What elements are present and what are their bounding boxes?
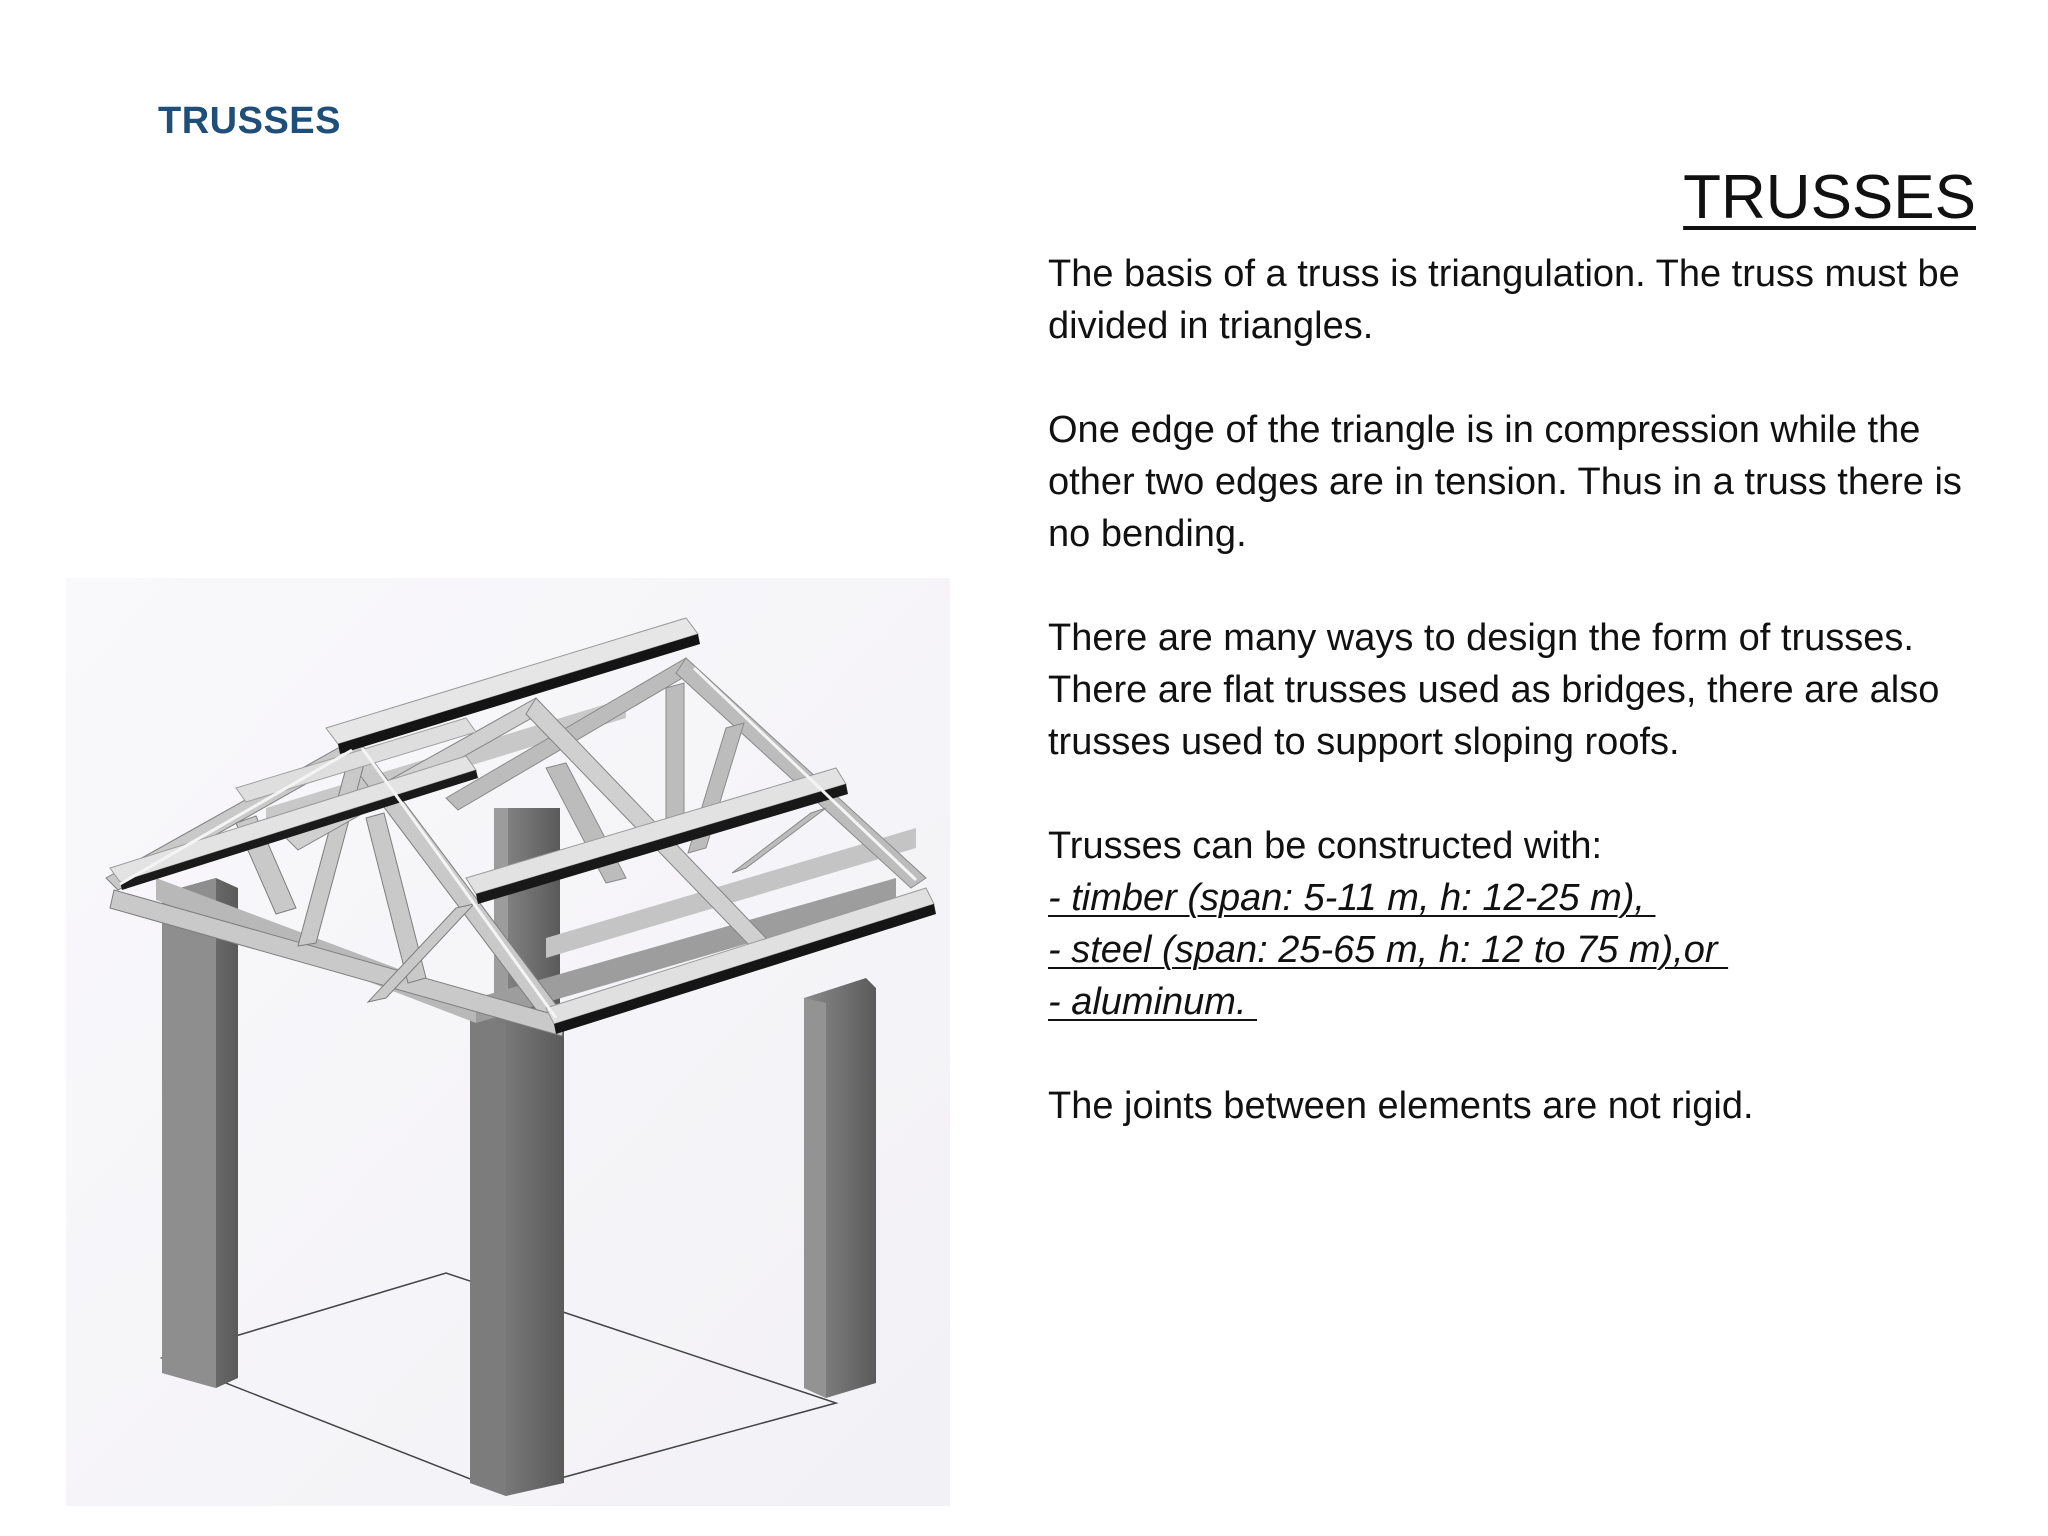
paragraph-triangulation: The basis of a truss is triangulation. The truss must be divided in triangles.	[1048, 253, 1960, 347]
post-front-center	[470, 996, 564, 1496]
paragraph-compression-tension: One edge of the triangle is in compression while the other two edges are in tension. Thus in a truss there is no bending.	[1048, 409, 1962, 555]
post-front-right	[804, 978, 876, 1398]
truss-illustration	[66, 578, 950, 1506]
post-front-left	[162, 878, 238, 1388]
materials-list	[1048, 872, 2008, 1028]
panel-heading: TRUSSES	[1683, 163, 1976, 232]
text-panel	[1048, 160, 2008, 1184]
materials-intro: Trusses can be constructed with:	[1048, 825, 1603, 867]
truss-drawing	[66, 578, 950, 1506]
paragraph-truss-forms: There are many ways to design the form of trusses. There are flat trusses used as bridges, there are also trusses used to support sloping roofs.	[1048, 617, 1940, 763]
material-item-steel: - steel (span: 25-65 m, h: 12 to 75 m),or	[1048, 929, 1729, 971]
slide-title: TRUSSES	[158, 100, 341, 142]
material-item-aluminum: - aluminum.	[1048, 981, 1258, 1023]
material-item-timber: - timber (span: 5-11 m, h: 12-25 m),	[1048, 877, 1656, 919]
paragraph-joints: The joints between elements are not rigid.	[1048, 1085, 1754, 1127]
